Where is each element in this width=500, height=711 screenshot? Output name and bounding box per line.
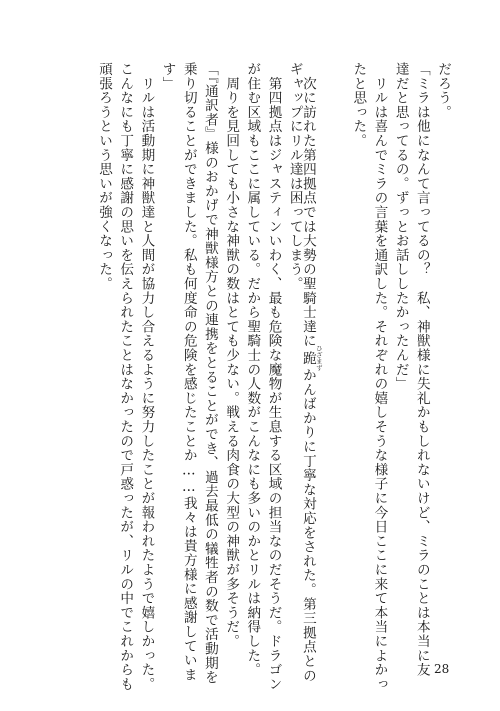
text-column-with-ruby [299, 62, 323, 683]
page-number: 28 [434, 662, 450, 676]
text-column: リルは喜んでミラの言葉を通訳した。それぞれの嬉しそうな様子に今日ここに来て本当によかっ [371, 62, 388, 692]
text-column: リルは活動期に神獣達と人間が協力し合えるように努力したことが報われたようで嬉しかった。 [138, 62, 155, 692]
ruby-reading: ひざまず [314, 345, 323, 371]
text-column: 周りを見回しても小さな神獣の数はとても少ない。戦える肉食の大型の神獣が多そうだ。 [223, 62, 240, 649]
text-column: 第四拠点はジャスティンいわく、最も危険な魔物が生息する区域の担当なのだそうだ。ドラゴン [265, 62, 282, 692]
text-segment: 次に訪れた第四拠点では大勢の聖騎士達に [299, 62, 316, 348]
text-segment: かんばかりに丁寧な対応をされた。第三拠点との [299, 368, 316, 683]
text-column: す」 [159, 62, 176, 91]
text-column: 達だと思ってるの。ずっとお話ししたかったんだ」 [392, 62, 409, 391]
text-column: だろう。 [435, 62, 451, 120]
text-column: 「『通訳者』様のおかげで神獣様方との連携をとることができ、過去最低の犠牲者の数で活動期を [201, 62, 218, 685]
blank-line [329, 62, 344, 656]
text-column: ギャップにリル達は困ってしまう。 [286, 62, 303, 291]
ruby-word: 跪 ひざまず [299, 345, 323, 371]
text-column: 頑張ろうという思いが強くなった。 [96, 62, 112, 291]
text-column: たと思った。 [350, 62, 367, 148]
text-column: が住む区域もここに属している。だから聖騎士の人数がこんなにも多いのかとリルは納得した。 [244, 62, 261, 677]
text-column: 乗り切ることができました。私も何度命の危険を感じたことか……我々は貴方様に感謝していま [180, 62, 197, 682]
text-column: 「ミラは他になんて言ってるの？ 私、神獣様に失礼かもしれないけど、ミラのことは本当に友 [413, 62, 430, 677]
text-column: こんなにも丁寧に感謝の思いを伝えられたことはなかったので戸惑ったが、リルの中でこれからも [117, 62, 134, 692]
